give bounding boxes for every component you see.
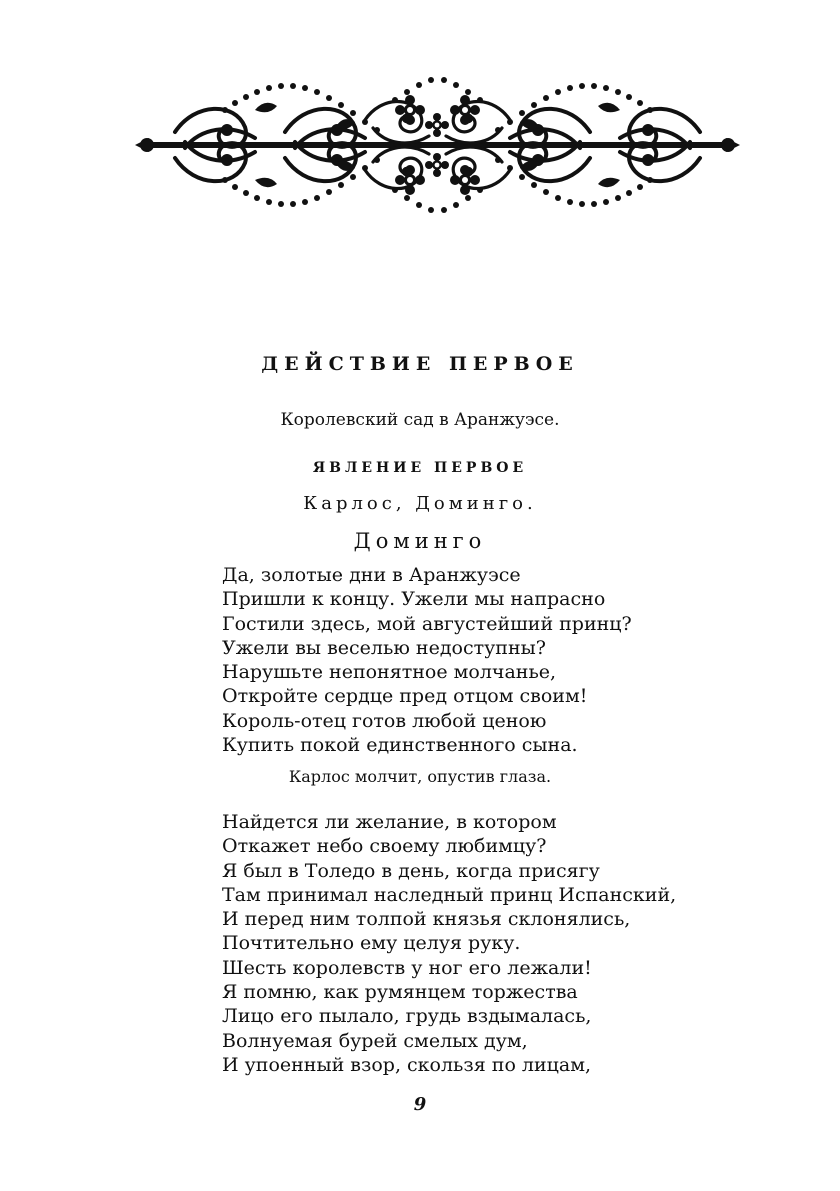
verse-line: И перед ним толпой князья склонялись, <box>222 908 631 931</box>
scene-setting: Королевский сад в Аранжуэсе. <box>280 410 560 430</box>
verse-line: Гостили здесь, мой августейший принц? <box>222 612 632 635</box>
verse-block-2 <box>222 810 676 1077</box>
verse-line: Откажет небо своему любимцу? <box>222 835 547 858</box>
verse-line: Почтительно ему целуя руку. <box>222 932 521 955</box>
page-number: 9 <box>413 1094 427 1115</box>
verse-line: Пришли к концу. Ужели мы напрасно <box>222 588 606 611</box>
verse-line: Купить покой единственного сына. <box>222 734 578 757</box>
verse-line: Откройте сердце пред отцом своим! <box>222 685 588 708</box>
decorative-headpiece-icon <box>135 70 740 220</box>
verse-line: Найдется ли желание, в котором <box>222 811 557 833</box>
verse-line: Ужели вы веселью недоступны? <box>222 636 546 659</box>
verse-line: Лицо его пылало, грудь вздымалась, <box>222 1005 592 1028</box>
speaker-name: Доминго <box>353 529 487 553</box>
verse-line: И упоенный взор, скользя по лицам, <box>222 1053 592 1076</box>
verse-line: Я был в Толедо в день, когда присягу <box>222 859 600 882</box>
stage-direction: Карлос молчит, опустив глаза. <box>288 767 552 786</box>
verse-line: Я помню, как румянцем торжества <box>222 981 578 1004</box>
verse-line: Нарушьте непонятное молчанье, <box>222 661 557 684</box>
verse-line: Да, золотые дни в Аранжуэсе <box>222 564 521 586</box>
verse-line: Волнуемая бурей смелых дум, <box>222 1029 528 1052</box>
verse-line: Шесть королевств у ног его лежали! <box>222 956 592 979</box>
verse-block-1 <box>222 563 632 757</box>
act-title: ДЕЙСТВИЕ ПЕРВОЕ <box>261 353 579 375</box>
characters-list: Карлос, Доминго. <box>303 493 537 514</box>
scene-title: ЯВЛЕНИЕ ПЕРВОЕ <box>312 460 528 476</box>
verse-line: Там принимал наследный принц Испанский, <box>222 883 677 906</box>
verse-line: Король-отец готов любой ценою <box>222 709 547 732</box>
